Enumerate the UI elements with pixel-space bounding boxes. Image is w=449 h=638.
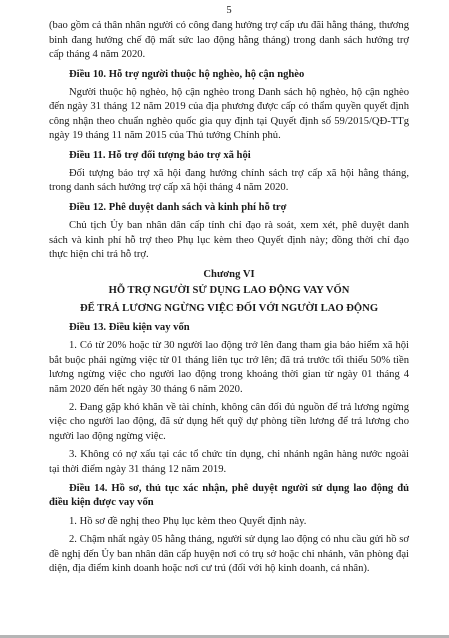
article-10-heading: Điều 10. Hỗ trợ người thuộc hộ nghèo, hộ cận nghèo	[69, 68, 305, 80]
article-10-body: Người thuộc hộ nghèo, hộ cận nghèo trong Danh sách hộ nghèo, hộ cận nghèo đến ngày 31 tháng 12 năm 2019 của địa phương được cấp có thẩm quyền quyết định công nhận theo chuẩn nghèo quốc gia quy định tại Quyết định số 59/2015/QĐ-TTg ngày 19 tháng 11 năm 2015 của Thủ tướng Chính phủ.	[49, 87, 409, 142]
article-12-body: Chủ tịch Ủy ban nhân dân cấp tỉnh chỉ đạo rà soát, xem xét, phê duyệt danh sách và kinh phí hỗ trợ theo Phụ lục kèm theo Quyết định này; đồng thời chỉ đạo thực hiện chi trả hỗ trợ.	[49, 220, 409, 261]
chapter-title-line-1: HỖ TRỢ NGƯỜI SỬ DỤNG LAO ĐỘNG VAY VỐN	[108, 284, 350, 296]
chapter-title-line-2: ĐỂ TRẢ LƯƠNG NGỪNG VIỆC ĐỐI VỚI NGƯỜI LAO ĐỘNG	[79, 302, 379, 314]
article-13-heading: Điều 13. Điều kiện vay vốn	[69, 321, 190, 333]
article-12-heading: Điều 12. Phê duyệt danh sách và kinh phí hỗ trợ	[69, 201, 287, 213]
page-number: 5	[226, 5, 232, 16]
article-14-clause-1: 1. Hồ sơ đề nghị theo Phụ lục kèm theo Quyết định này.	[69, 515, 307, 527]
article-14-heading: Điều 14. Hồ sơ, thủ tục xác nhận, phê duyệt người sử dụng lao động đủ điều kiện được vay vốn	[49, 482, 409, 509]
article-14-clause-2: 2. Chậm nhất ngày 05 hằng tháng, người sử dụng lao động có nhu cầu gửi hồ sơ đề nghị đến Ủy ban nhân dân cấp huyện nơi có trụ sở hoặc chi nhánh, văn phòng đại diện, địa điểm kinh doanh hoặc nơi cư trú (đối với hộ kinh doanh, cá nhân).	[49, 534, 409, 574]
article-11-heading: Điều 11. Hỗ trợ đối tượng bảo trợ xã hội	[69, 149, 251, 161]
article-13-clause-3: 3. Không có nợ xấu tại các tổ chức tín dụng, chi nhánh ngân hàng nước ngoài tại thời điểm ngày 31 tháng 12 năm 2019.	[49, 449, 409, 475]
article-11-body: Đối tượng bảo trợ xã hội đang hưởng chính sách trợ cấp xã hội hằng tháng, trong danh sách hưởng trợ cấp xã hội tháng 4 năm 2020.	[49, 168, 409, 194]
paragraph-continuation: (bao gồm cả thân nhân người có công đang hưởng trợ cấp ưu đãi hằng tháng, thương binh đang hưởng chế độ mất sức lao động hằng tháng) trong danh sách hưởng trợ cấp tháng 4 năm 2020.	[49, 20, 409, 61]
article-13-clause-2: 2. Đang gặp khó khăn về tài chính, không cân đối đủ nguồn để trả lương ngừng việc cho người lao động, đã sử dụng hết quỹ dự phòng tiền lương để trả lương cho người lao động ngừng việc.	[49, 401, 409, 442]
chapter-heading: Chương VI	[203, 268, 255, 280]
article-13-clause-1: 1. Có từ 20% hoặc từ 30 người lao động trở lên đang tham gia bảo hiểm xã hội bắt buộc phải ngừng việc từ 01 tháng liên tục trở lên; đã trả trước tối thiểu 50% tiền lương ngừng việc cho người lao động trong khoảng thời gian từ ngày 01 tháng 4 năm 2020 đến hết ngày 30 tháng 6 năm 2020.	[49, 340, 409, 395]
